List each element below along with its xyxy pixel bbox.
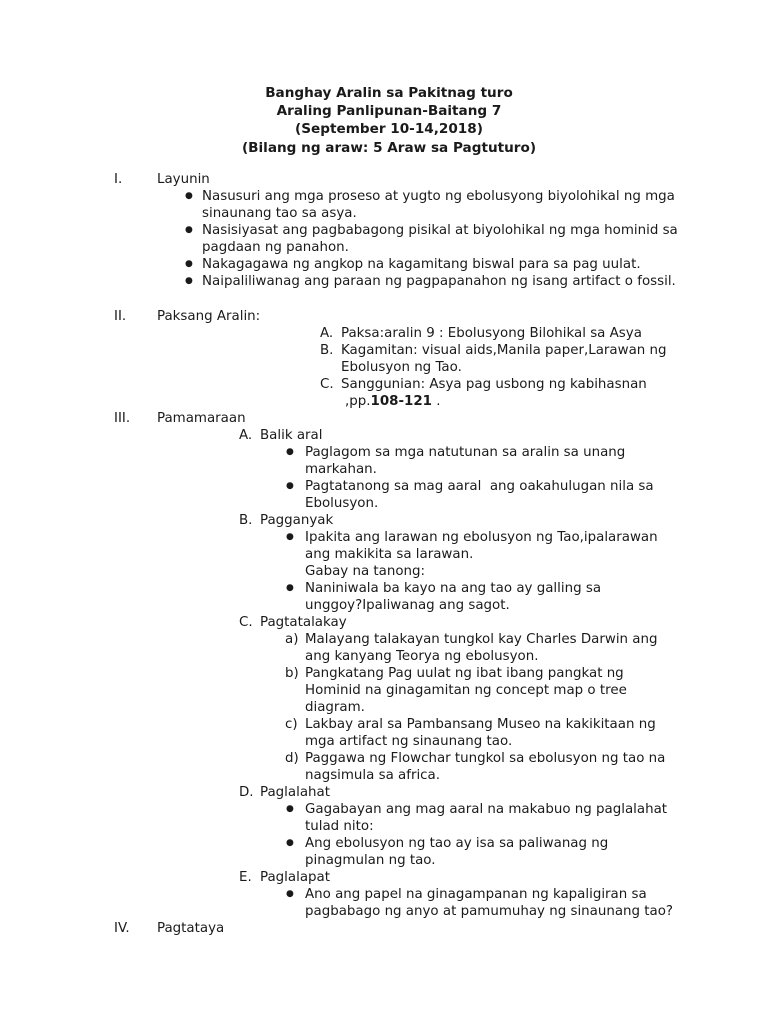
header-subject: Araling Panlipunan-Baitang 7 [276,103,502,120]
item-marker: c) [285,717,298,732]
objective-line: pagdaan ng panahon. [202,240,349,255]
bullet-line: Ang ebolusyon ng tao ay isa sa paliwanag ng [305,836,609,851]
section-title: Pamamaraan [157,411,246,426]
bullet-line: pagbabago ng anyo at pamumuhay ng sinaunang tao? [305,904,674,919]
item-line: nagsimula sa africa. [305,768,441,783]
subsection-marker: D. [239,785,254,800]
bullet-line: Naniniwala ba kayo na ang tao ay galling sa [305,581,602,596]
item-marker: A. [320,326,334,341]
header-days: (Bilang ng araw: 5 Araw sa Pagtuturo) [241,139,537,156]
item-marker: B. [320,343,334,358]
item-marker: a) [285,632,299,647]
item-line: mga artifact ng sinaunang tao. [305,734,513,749]
bullet-line: ang makikita sa larawan. [305,547,474,562]
objective-line: Nasisiyasat ang pagbabagong pisikal at biyolohikal ng mga hominid sa [202,223,678,238]
item-line: Hominid na ginagamitan ng concept map o tree [305,683,627,698]
item-line: Malayang talakayan tungkol kay Charles Darwin ang [305,632,658,647]
pages-prefix: ,pp. [345,394,371,409]
subsection-title: Pagganyak [260,513,334,528]
item-line: diagram. [305,700,365,715]
bullet-icon: ● [286,804,294,814]
bullet-icon: ● [185,225,193,235]
section-numeral: IV. [114,921,130,936]
bullet-line: Gagabayan ang mag aaral na makabuo ng paglalahat [305,802,668,817]
bullet-line: unggoy?Ipaliwanag ang sagot. [305,598,510,613]
subsection-marker: C. [239,615,253,630]
bullet-icon: ● [185,276,193,286]
item-marker: b) [285,666,299,681]
bullet-icon: ● [185,191,193,201]
bullet-icon: ● [286,447,294,457]
bullet-line: Pagtatanong sa mag aaral ang oakahulugan nila sa [305,479,654,494]
item-line: Lakbay aral sa Pambansang Museo na kakikitaan ng [305,717,656,732]
item-line: ang kanyang Teorya ng ebolusyon. [305,649,539,664]
subsection-marker: A. [239,428,253,443]
pages-range: 108-121 [370,394,432,409]
pages-suffix: . [431,394,441,409]
item-line: Ebolusyon ng Tao. [341,360,462,375]
bullet-icon: ● [286,532,294,542]
bullet-line: Ipakita ang larawan ng ebolusyon ng Tao,ipalarawan [305,530,658,545]
section-numeral: I. [114,172,123,187]
subsection-title: Paglalapat [260,870,330,885]
subsection-title: Paglalahat [260,785,330,800]
bullet-line: Ano ang papel na ginagampanan ng kapaligiran sa [305,887,647,902]
bullet-icon: ● [286,838,294,848]
item-line: Kagamitan: visual aids,Manila paper,Larawan ng [341,343,667,358]
objective-line: Naipaliliwanag ang paraan ng pagpapanahon ng isang artifact o fossil. [202,274,676,289]
subsection-title: Balik aral [260,428,323,443]
item-line: Paggawa ng Flowchar tungkol sa ebolusyon ng tao na [305,751,666,766]
bullet-line: Paglagom sa mga natutunan sa aralin sa unang [305,445,626,460]
bullet-line: Ebolusyon. [305,496,379,511]
objective-line: Nakagagawa ng angkop na kagamitang biswal para sa pag uulat. [202,257,641,272]
section-title: Layunin [157,172,210,187]
section-title: Paksang Aralin: [157,309,261,324]
subsection-title: Pagtatalakay [260,615,347,630]
header-date: (September 10-14,2018) [295,121,483,138]
section-numeral: III. [114,411,131,426]
document-header [0,84,768,157]
bullet-line: markahan. [305,462,377,477]
item-marker: C. [320,377,334,392]
section-title: Pagtataya [157,921,225,936]
item-marker: d) [285,751,299,766]
bullet-icon: ● [286,583,294,593]
objective-line: Nasusuri ang mga proseso at yugto ng ebolusyong biyolohikal ng mga [202,189,675,204]
bullet-icon: ● [185,259,193,269]
section-numeral: II. [114,309,127,324]
bullet-icon: ● [286,481,294,491]
bullet-line: tulad nito: [305,819,374,834]
bullet-line: Gabay na tanong: [305,564,426,579]
bullet-icon: ● [286,889,294,899]
item-line: Paksa:aralin 9 : Ebolusyong Bilohikal sa Asya [341,326,642,341]
subsection-marker: E. [239,870,252,885]
bullet-line: pinagmulan ng tao. [305,853,436,868]
header-title: Banghay Aralin sa Pakitnag turo [265,85,513,101]
item-line: Sanggunian: Asya pag usbong ng kabihasnan [341,377,647,392]
item-line: Pangkatang Pag uulat ng ibat ibang pangkat ng [305,666,624,681]
reference-pages-line [345,393,441,410]
objective-line: sinaunang tao sa asya. [202,206,357,221]
subsection-marker: B. [239,513,253,528]
